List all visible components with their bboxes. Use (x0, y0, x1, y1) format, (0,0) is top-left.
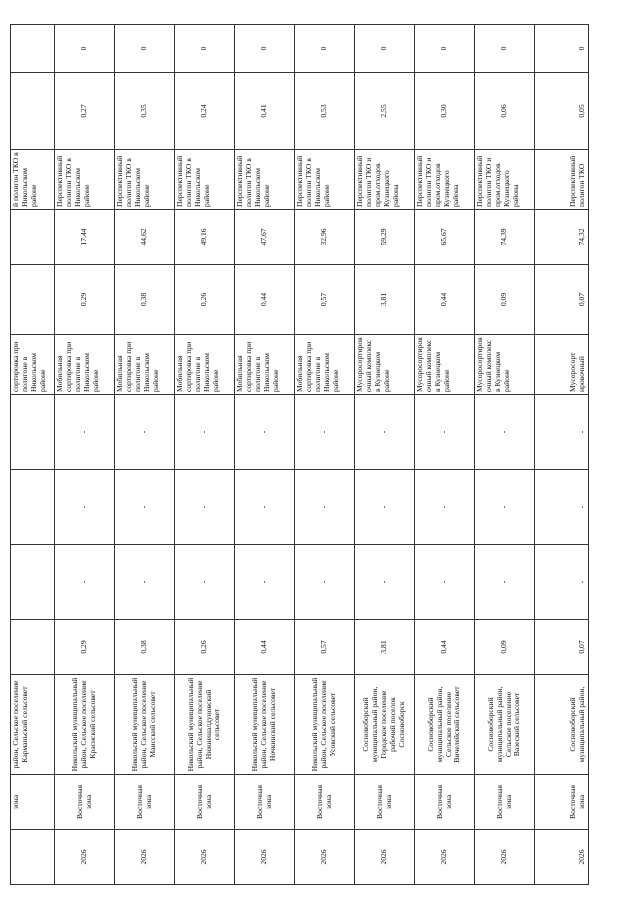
cell-object: Мусоросортировочный комплекс в Кузнецком районе (355, 335, 415, 395)
cell-zone: Восточная зона (235, 775, 295, 830)
cell-zone: Восточная зона (535, 775, 589, 830)
cell-municipality: Сосновоборский муниципальный район, Сельское поселение Вазеский сельсовет (475, 675, 535, 775)
cell-c6: - (295, 470, 355, 545)
table-body (11, 25, 589, 885)
cell-dist: 32,96 (295, 210, 355, 265)
cell-dest: Перспективный полигон ТКО и пром.отходов Кузнецкого района (355, 150, 415, 210)
cell-municipality: Никольский муниципальный район, Сельское поселение Маисский сельсовет (115, 675, 175, 775)
cell-amount: 0,26 (175, 620, 235, 675)
cell-amount (11, 620, 55, 675)
cell-dist: 65,67 (415, 210, 475, 265)
cell-year: 2026 (175, 830, 235, 885)
table-row (235, 25, 295, 885)
cell-v2: 0,41 (235, 73, 295, 150)
cell-c6: - (355, 470, 415, 545)
cell-c5: - (475, 545, 535, 620)
cell-zone: Восточная зона (475, 775, 535, 830)
cell-v1: 0,44 (415, 265, 475, 335)
cell-dest: Перспективный полигон ТКО и пром.отходов Кузнецкого района (415, 150, 475, 210)
cell-c6: - (535, 470, 589, 545)
cell-v2: 0,53 (295, 73, 355, 150)
cell-municipality: Никольский муниципальный район, Сельское поселение Усовский сельсовет (295, 675, 355, 775)
cell-v1: 3,81 (355, 265, 415, 335)
table-row (175, 25, 235, 885)
cell-year: 2026 (475, 830, 535, 885)
cell-amount: 0,29 (55, 620, 115, 675)
cell-zone: Восточная зона (415, 775, 475, 830)
cell-v1: 0,26 (175, 265, 235, 335)
cell-v1: 0,57 (295, 265, 355, 335)
cell-dest: Перспективный полигон ТКО в Никольском районе (295, 150, 355, 210)
cell-zone: Восточная зона (295, 775, 355, 830)
cell-v2: 0,30 (415, 73, 475, 150)
cell-municipality: Сосновоборский муниципальный район, (535, 675, 589, 775)
cell-dest: й полигон ТКО в Никольском районе (11, 150, 55, 210)
cell-amount: 0,57 (295, 620, 355, 675)
cell-v1: 0,09 (475, 265, 535, 335)
cell-last: 0 (115, 25, 175, 73)
cell-object: Мобильная сортировка при полигоне в Никольском районе (235, 335, 295, 395)
cell-amount: 0,09 (475, 620, 535, 675)
cell-year: 2026 (535, 830, 589, 885)
cell-municipality: район, Сельское поселение Карманьский сельсовет (11, 675, 55, 775)
cell-last: 0 (175, 25, 235, 73)
cell-object: Мобильная сортировка при полигоне в Никольском районе (55, 335, 115, 395)
cell-dest: Перспективный полигон ТКО и пром.отходов Кузнецкого района (475, 150, 535, 210)
cell-v2: 0,35 (115, 73, 175, 150)
cell-dest: Перспективный полигон ТКО в Никольском районе (115, 150, 175, 210)
cell-zone: Восточная зона (55, 775, 115, 830)
cell-c7: - (295, 395, 355, 470)
table-row (115, 25, 175, 885)
cell-last: 0 (415, 25, 475, 73)
cell-dist: 49,16 (175, 210, 235, 265)
cell-year: 2026 (415, 830, 475, 885)
cell-dest: Перспективный полигон ТКО (535, 150, 589, 210)
cell-v2: 0,24 (175, 73, 235, 150)
cell-c6 (11, 470, 55, 545)
cell-c6: - (175, 470, 235, 545)
cell-object: сортировка при полигоне в Никольском районе (11, 335, 55, 395)
cell-c5: - (295, 545, 355, 620)
cell-dist: 47,67 (235, 210, 295, 265)
cell-c7: - (115, 395, 175, 470)
waste-flow-table (10, 24, 589, 885)
cell-municipality: Никольский муниципальный район, Сельское поселение Краснский сельсовет (55, 675, 115, 775)
cell-dist: 74,32 (535, 210, 589, 265)
cell-amount: 3,81 (355, 620, 415, 675)
cell-c5: - (55, 545, 115, 620)
table-row (415, 25, 475, 885)
cell-zone: зона (11, 775, 55, 830)
cell-v1: 0,44 (235, 265, 295, 335)
cell-c7: - (415, 395, 475, 470)
cell-c7: - (355, 395, 415, 470)
cell-v1: 0,38 (115, 265, 175, 335)
cell-object: Мусоросортировочный комплекс в Кузнецком районе (415, 335, 475, 395)
cell-amount: 0,38 (115, 620, 175, 675)
cell-object: Мобильная сортировка при полигоне в Никольском районе (115, 335, 175, 395)
cell-amount: 0,44 (415, 620, 475, 675)
cell-dest: Перспективный полигон ТКО в Никольском районе (235, 150, 295, 210)
cell-dist: 44,62 (115, 210, 175, 265)
cell-dist: 17,44 (55, 210, 115, 265)
cell-object: Мусоросортировочный комплекс в Кузнецком районе (475, 335, 535, 395)
cell-year: 2026 (55, 830, 115, 885)
cell-c5: - (175, 545, 235, 620)
cell-v2: 0,27 (55, 73, 115, 150)
cell-object: Мобильная сортировка при полигоне в Никольском районе (175, 335, 235, 395)
cell-c6: - (55, 470, 115, 545)
cell-v1: 0,29 (55, 265, 115, 335)
cell-c5: - (115, 545, 175, 620)
cell-v1 (11, 265, 55, 335)
cell-v2: 0,05 (535, 73, 589, 150)
cell-dist (11, 210, 55, 265)
cell-municipality: Сосновоборский муниципальный район, Городское поселение рабочий поселок Сосновоборск (355, 675, 415, 775)
cell-c5 (11, 545, 55, 620)
cell-c7: - (175, 395, 235, 470)
cell-c5: - (415, 545, 475, 620)
cell-v1: 0,07 (535, 265, 589, 335)
cell-object: Мобильная сортировка при полигоне в Никольском районе (295, 335, 355, 395)
cell-year: 2026 (235, 830, 295, 885)
table-row (535, 25, 589, 885)
cell-object: Мусоросорт ировочный (535, 335, 589, 395)
table-row (295, 25, 355, 885)
cell-municipality: Никольский муниципальный район, Сельское поселение Нижнешалдуновский сельсовет (175, 675, 235, 775)
cell-last: 0 (235, 25, 295, 73)
cell-dest: Перспективный полигон ТКО в Никольском районе (55, 150, 115, 210)
cell-amount: 0,44 (235, 620, 295, 675)
cell-last: 0 (295, 25, 355, 73)
cell-zone: Восточная зона (115, 775, 175, 830)
table-row (355, 25, 415, 885)
cell-c7: - (55, 395, 115, 470)
cell-last: 0 (55, 25, 115, 73)
cell-c6: - (415, 470, 475, 545)
table-row (475, 25, 535, 885)
cell-zone: Восточная зона (355, 775, 415, 830)
cell-last: 0 (475, 25, 535, 73)
cell-c5: - (355, 545, 415, 620)
cell-last: 0 (355, 25, 415, 73)
cell-c5: - (535, 545, 589, 620)
cell-year (11, 830, 55, 885)
cell-v2: 0,06 (475, 73, 535, 150)
cell-dist: 59,29 (355, 210, 415, 265)
cell-v2 (11, 73, 55, 150)
cell-c5: - (235, 545, 295, 620)
cell-zone: Восточная зона (175, 775, 235, 830)
cell-year: 2026 (115, 830, 175, 885)
cell-v2: 2,55 (355, 73, 415, 150)
cell-dest: Перспективный полигон ТКО в Никольском районе (175, 150, 235, 210)
cell-last: 0 (535, 25, 589, 73)
cell-c7: - (535, 395, 589, 470)
table-row (55, 25, 115, 885)
cell-year: 2026 (295, 830, 355, 885)
cell-c7: - (475, 395, 535, 470)
cell-municipality: Никольский муниципальный район, Сельское поселение Ночкинский сельсовет (235, 675, 295, 775)
cell-year: 2026 (355, 830, 415, 885)
cell-dist: 74,39 (475, 210, 535, 265)
rotated-page (10, 25, 588, 885)
cell-c7 (11, 395, 55, 470)
cell-amount: 0,07 (535, 620, 589, 675)
cell-c6: - (235, 470, 295, 545)
cell-c6: - (475, 470, 535, 545)
table-row (11, 25, 55, 885)
cell-c6: - (115, 470, 175, 545)
cell-last (11, 25, 55, 73)
cell-municipality: Сосновоборский муниципальный район, Сельское поселение Вичелейский сельсовет (415, 675, 475, 775)
cell-c7: - (235, 395, 295, 470)
